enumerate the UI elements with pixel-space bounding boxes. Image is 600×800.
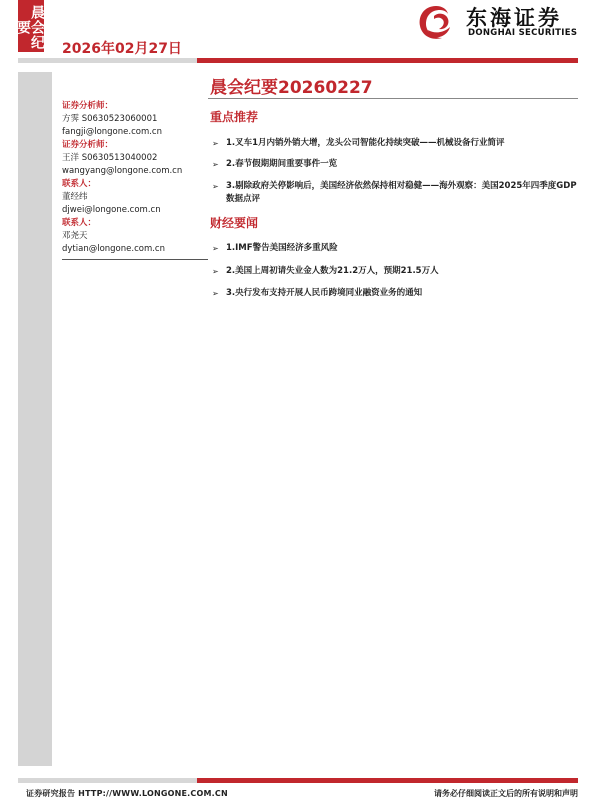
contact-name: 董经纬 (62, 192, 88, 202)
section-title-key-recommendations: 重点推荐 (210, 110, 259, 124)
list-item[interactable] (212, 242, 582, 255)
footer-site-link[interactable]: 证券研究报告 HTTP://WWW.LONGONE.COM.CN (26, 789, 228, 798)
company-logo (414, 0, 584, 44)
footer-disclaimer: 请务必仔细阅读正文后的所有说明和声明 (434, 789, 578, 798)
contact-role: 联系人： (62, 218, 97, 228)
logo-english-name: DONGHAI SECURITIES (468, 28, 578, 38)
left-margin-bar (18, 72, 52, 766)
contact-name: 邓尧天 (62, 231, 88, 241)
arrow-bullet-icon: ➢ (212, 289, 219, 298)
list-item-text: 2.春节假期期间重要事件一览 (226, 159, 338, 169)
list-item[interactable] (212, 265, 582, 278)
contact-sidebar (62, 100, 208, 260)
list-item-text: 3.央行发布支持开展人民币跨境同业融资业务的通知 (226, 288, 423, 298)
contact-block (62, 100, 208, 139)
arrow-bullet-icon: ➢ (212, 139, 219, 148)
contact-block (62, 217, 208, 256)
list-item[interactable] (212, 137, 582, 150)
contact-block (62, 139, 208, 178)
list-item[interactable] (212, 180, 582, 206)
contact-role: 证券分析师： (62, 140, 114, 150)
contact-role: 证券分析师： (62, 101, 114, 111)
list-item[interactable] (212, 287, 582, 300)
header-divider (18, 58, 578, 63)
title-divider (208, 98, 578, 99)
contact-email[interactable]: dytian@longone.com.cn (62, 244, 165, 254)
report-date: 2026年02月27日 (62, 41, 182, 57)
arrow-bullet-icon: ➢ (212, 182, 219, 191)
list-item-text: 1.叉车1月内销外销大增，龙头公司智能化持续突破——机械设备行业简评 (226, 138, 505, 148)
list-item-text: 1.IMF警告美国经济多重风险 (226, 243, 338, 253)
arrow-bullet-icon: ➢ (212, 160, 219, 169)
donghai-logo-icon (414, 0, 460, 44)
footer-divider (18, 778, 578, 783)
contact-block (62, 178, 208, 217)
contact-role: 联系人： (62, 179, 97, 189)
contact-email[interactable]: fangji@longone.com.cn (62, 127, 162, 137)
sidebar-divider (62, 259, 208, 260)
list-item-text: 2.美国上周初请失业金人数为21.2万人，预期21.5万人 (226, 266, 439, 276)
contact-name: 方霁 S0630523060001 (62, 114, 158, 124)
contact-name: 王洋 S0630513040002 (62, 153, 158, 163)
contact-email[interactable]: djwei@longone.com.cn (62, 205, 161, 215)
list-item[interactable] (212, 158, 582, 171)
arrow-bullet-icon: ➢ (212, 267, 219, 276)
side-tab-label: 晨会纪要 (18, 0, 44, 52)
page-title: 晨会纪要20260227 (210, 78, 373, 98)
arrow-bullet-icon: ➢ (212, 244, 219, 253)
contact-email[interactable]: wangyang@longone.com.cn (62, 166, 183, 176)
section-title-financial-news: 财经要闻 (210, 216, 259, 230)
list-item-text: 3.剔除政府关停影响后，美国经济依然保持相对稳健——海外观察：美国2025年四季度GDP数据点评 (226, 181, 577, 204)
logo-chinese-name: 东海证券 (466, 6, 562, 30)
